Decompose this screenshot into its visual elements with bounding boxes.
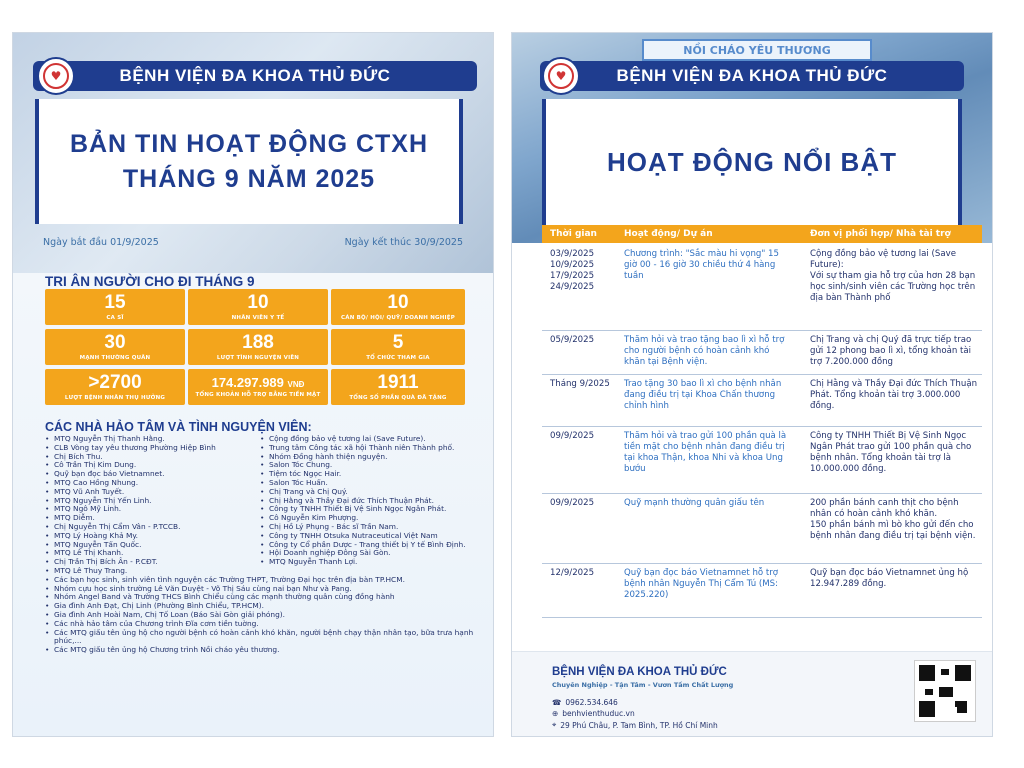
stat-gifts: 1911 TỔNG SỐ PHẦN QUÀ ĐÃ TẶNG [331, 369, 465, 405]
donor-item: • Các MTQ giấu tên ủng hộ cho người bệnh có hoàn cảnh khó khăn, người bệnh chạy thận nhân tạo, bữa trưa hạnh phúc,... [45, 629, 490, 647]
donor-item: • MTQ Lê Thuy Trang. [45, 567, 260, 576]
donor-item: • MTQ Nguyễn Thị Thanh Hằng. [45, 435, 260, 444]
col-time: Thời gian [550, 229, 597, 239]
row-activity: Chương trình: "Sắc màu hi vọng" 15 giờ 00 - 16 giờ 30 chiều thứ 4 hàng tuần [624, 249, 779, 281]
table-row [542, 245, 982, 331]
row-partner [802, 375, 982, 426]
stat-volunteers: 188 LƯỢT TÌNH NGUYỆN VIÊN [188, 329, 328, 365]
stats-grid [45, 289, 465, 405]
stat-beneficiaries: >2700 LƯỢT BỆNH NHÂN THỤ HƯỞNG [45, 369, 185, 405]
stat-organizations: 10 CÁN BỘ/ HỘI/ QUỸ/ DOANH NGHIỆP [331, 289, 465, 325]
donor-item: • Chị Bích Thu. [45, 453, 260, 462]
row-partner-text: Cộng đồng bảo vệ tương lai (Save Future): [810, 249, 956, 270]
heart-icon: ♥ [43, 63, 69, 89]
right-page [511, 32, 993, 737]
donor-item: • MTQ Nguyễn Thanh Lợi. [260, 558, 466, 567]
row-partner-text: Quỹ bạn đọc báo Vietnamnet ủng hộ 12.947.289 đồng. [810, 568, 969, 589]
title-line-2: THÁNG 9 NĂM 2025 [122, 164, 376, 193]
qr-code[interactable] [914, 660, 976, 722]
footer-address: ⌖ 29 Phú Châu, P. Tam Bình, TP. Hồ Chí Minh [552, 720, 718, 730]
donor-item: • Hội Doanh nghiệp Đông Sài Gòn. [260, 549, 466, 558]
donor-item: • Salon Tóc Huấn. [260, 479, 466, 488]
donor-item: • Cộng đồng bảo vệ tương lai (Save Future). [260, 435, 466, 444]
highlights-title-box [542, 99, 962, 225]
donors-full-width [45, 576, 490, 655]
stat-participating-orgs: 5 TỔ CHỨC THAM GIA [331, 329, 465, 365]
donor-item: • MTQ Cao Hồng Nhung. [45, 479, 260, 488]
donor-item: • Chị Hồ Lý Phụng - Bác sĩ Trần Nam. [260, 523, 466, 532]
donor-item: • Salon Tóc Chung. [260, 461, 466, 470]
donor-item: • Các MTQ giấu tên ủng hộ Chương trình Nồi cháo yêu thương. [45, 646, 490, 655]
row-activity: Thăm hỏi và trao tặng bao lì xì hỗ trợ cho người bệnh có hoàn cảnh khó khăn tại Bệnh viện. [624, 335, 785, 367]
row-partner-text: 200 phần bánh canh thịt cho bệnh nhân có hoàn cảnh khó khăn. [810, 498, 959, 519]
newsletter-title-box [35, 99, 463, 224]
table-row [542, 375, 982, 427]
donor-item: • Cô Trần Thị Kim Dung. [45, 461, 260, 470]
stat-cash-support: 174.297.989 VNĐ TỔNG KHOẢN HỖ TRỢ BẰNG TIỀN MẶT [188, 369, 328, 405]
hospital-name: BỆNH VIỆN ĐA KHOA THỦ ĐỨC [616, 66, 888, 85]
donors-column-1 [45, 435, 260, 576]
start-date: Ngày bắt đầu 01/9/2025 [43, 237, 159, 248]
donor-item: • Công ty TNHH Thiết Bị Vệ Sinh Ngọc Ngân Phát. [260, 505, 466, 514]
donor-item: • MTQ Vũ Anh Tuyết. [45, 488, 260, 497]
donor-item: • MTQ Nguyễn Thị Yến Linh. [45, 497, 260, 506]
donor-item: • Các nhà hảo tâm của Chương trình Đĩa cơm tiền tuờng. [45, 620, 490, 629]
activity-table-rows [542, 245, 982, 618]
row-time: 03/9/2025 10/9/2025 17/9/2025 24/9/2025 [550, 249, 595, 292]
donor-item: • Nhóm Angel Band và Trường THCS Bình Chiểu cùng các mạnh thường quân cùng đồng hành [45, 593, 490, 602]
donor-item: • Chị Nguyễn Thị Cẩm Vân - P.TCCB. [45, 523, 260, 532]
activity-table-header [542, 225, 982, 243]
col-partner: Đơn vị phối hợp/ Nhà tài trợ [810, 229, 951, 239]
highlights-title: HOẠT ĐỘNG NỔI BẬT [607, 146, 897, 177]
row-activity: Quỹ bạn đọc báo Vietnamnet hỗ trợ bệnh nhân Nguyễn Thị Cẩm Tú (MS: 2025.220) [624, 568, 779, 600]
donor-item: • Công ty Cổ phần Dược - Trang thiết bị Y tế Bình Định. [260, 541, 466, 550]
left-header-bar [33, 61, 477, 91]
row-partner [802, 245, 982, 330]
table-row [542, 331, 982, 375]
footer-phone: ☎ 0962.534.646 [552, 698, 618, 707]
phone-icon: ☎ [552, 698, 562, 707]
footer [512, 651, 992, 737]
donor-item: • Chị Trang và Chị Quý. [260, 488, 466, 497]
stat-singers: 15 CA SĨ [45, 289, 185, 325]
title-line-1: BẢN TIN HOẠT ĐỘNG CTXH [69, 129, 429, 158]
donor-item: • Các bạn học sinh, sinh viên tình nguyện các Trường THPT, Trường Đại học trên địa bàn TP.HCM. [45, 576, 490, 585]
row-time: 12/9/2025 [550, 568, 595, 578]
row-activity: Quỹ mạnh thường quân giấu tên [624, 498, 765, 508]
donor-item: • MTQ Ngô Mỹ Linh. [45, 505, 260, 514]
row-time: 09/9/2025 [550, 498, 595, 508]
col-activity: Hoạt động/ Dự án [624, 229, 713, 239]
donor-item: • Tiệm tóc Ngọc Hair. [260, 470, 466, 479]
row-partner [802, 494, 982, 563]
left-page [12, 32, 494, 737]
donor-item: • Chị Trần Thị Bích Ân - P.CĐT. [45, 558, 260, 567]
donor-item: • Chị Hằng và Thầy Đại đức Thích Thuận Phát. [260, 497, 466, 506]
row-activity: Thăm hỏi và trao gửi 100 phần quà là tiền mặt cho bệnh nhân đang điều trị tại khoa Thận, khoa Nhi và khoa Ung bướu [624, 431, 787, 474]
location-pin-icon: ⌖ [552, 720, 557, 729]
donor-item: • Nhóm cựu học sinh trường Lê Văn Duyệt - Võ Thị Sáu cùng nai bạn Như và Pang. [45, 585, 490, 594]
globe-icon: ⊕ [552, 709, 559, 718]
stat-benefactors: 30 MẠNH THƯỜNG QUÂN [45, 329, 185, 365]
row-time: 09/9/2025 [550, 431, 595, 441]
row-partner-text: Công ty TNHH Thiết Bị Vệ Sinh Ngọc Ngân Phát trao gửi 100 phần quà cho bệnh nhân. Tổng khoản tài trợ là 10.000.000 đồng. [810, 431, 972, 474]
table-row [542, 494, 982, 564]
row-activity: Trao tặng 30 bao lì xì cho bệnh nhân đang điều trị tại Khoa Chấn thương chỉnh hình [624, 379, 782, 411]
donor-item: • Gia đình Anh Đạt, Chị Linh (Phường Bình Chiểu, TP.HCM). [45, 602, 490, 611]
donor-item: • Nhóm Đồng hành thiện nguyện. [260, 453, 466, 462]
row-partner [802, 331, 982, 374]
row-partner-text: Chị Trang và chị Quý đã trực tiếp trao gửi 12 phong bao lì xì, tổng khoản tài trợ 7.200.000 đồng [810, 335, 972, 367]
right-header-bar [540, 61, 964, 91]
row-partner [802, 564, 982, 617]
footer-hospital-name: BỆNH VIỆN ĐA KHOA THỦ ĐỨC [552, 666, 727, 678]
footer-website[interactable]: ⊕ benhvienthuduc.vn [552, 709, 635, 718]
row-time: Tháng 9/2025 [550, 379, 610, 389]
end-date: Ngày kết thúc 30/9/2025 [344, 237, 463, 248]
hospital-logo [542, 57, 580, 95]
donors-column-2 [260, 435, 466, 576]
donor-item: • Quỹ bạn đọc báo Vietnamnet. [45, 470, 260, 479]
row-time: 05/9/2025 [550, 335, 595, 345]
footer-slogan: Chuyên Nghiệp - Tận Tâm - Vươn Tầm Chất Lượng [552, 681, 734, 689]
hospital-name: BỆNH VIỆN ĐA KHOA THỦ ĐỨC [119, 66, 391, 85]
stat-medical-staff: 10 NHÂN VIÊN Y TẾ [188, 289, 328, 325]
donor-item: • MTQ Lý Hoàng Khả My. [45, 532, 260, 541]
row-partner-text: Chị Hằng và Thầy Đại đức Thích Thuận Phát. Tổng khoản tài trợ 3.000.000 đồng. [810, 379, 978, 411]
donor-item: • Cô Nguyễn Kim Phượng. [260, 514, 466, 523]
gratitude-title: TRI ÂN NGƯỜI CHO ĐI THÁNG 9 [45, 274, 255, 289]
donor-item: • MTQ Diễm. [45, 514, 260, 523]
donors-title: CÁC NHÀ HẢO TÂM VÀ TÌNH NGUYỆN VIÊN: [45, 420, 312, 434]
date-row [43, 237, 463, 248]
hospital-logo [37, 57, 75, 95]
donor-item: • MTQ Nguyễn Tấn Quốc. [45, 541, 260, 550]
donor-item: • CLB Vòng tay yêu thương Phường Hiệp Bình [45, 444, 260, 453]
row-partner-text-2: 150 phần bánh mì bò kho gửi đến cho bệnh nhân đang điều trị tại bệnh viện. [810, 520, 976, 541]
table-row [542, 427, 982, 494]
row-partner [802, 427, 982, 493]
donor-item: • MTQ Lê Thị Khanh. [45, 549, 260, 558]
donors-list [45, 435, 490, 655]
table-row [542, 564, 982, 618]
banner-sign: NỒI CHÁO YÊU THƯƠNG [642, 39, 872, 61]
row-partner-text-2: Với sự tham gia hỗ trợ của hơn 28 bạn học sinh/sinh viên các Trường học trên địa bàn Thành phố [810, 271, 976, 303]
donor-item: • Trung tâm Công tác xã hội Thành niên Thành phố. [260, 444, 466, 453]
donor-item: • Công ty TNHH Otsuka Nutraceutical Việt Nam [260, 532, 466, 541]
heart-icon: ♥ [548, 63, 574, 89]
donor-item: • Gia đình Anh Hoài Nam, Chị Tố Loan (Báo Sài Gòn giải phóng). [45, 611, 490, 620]
